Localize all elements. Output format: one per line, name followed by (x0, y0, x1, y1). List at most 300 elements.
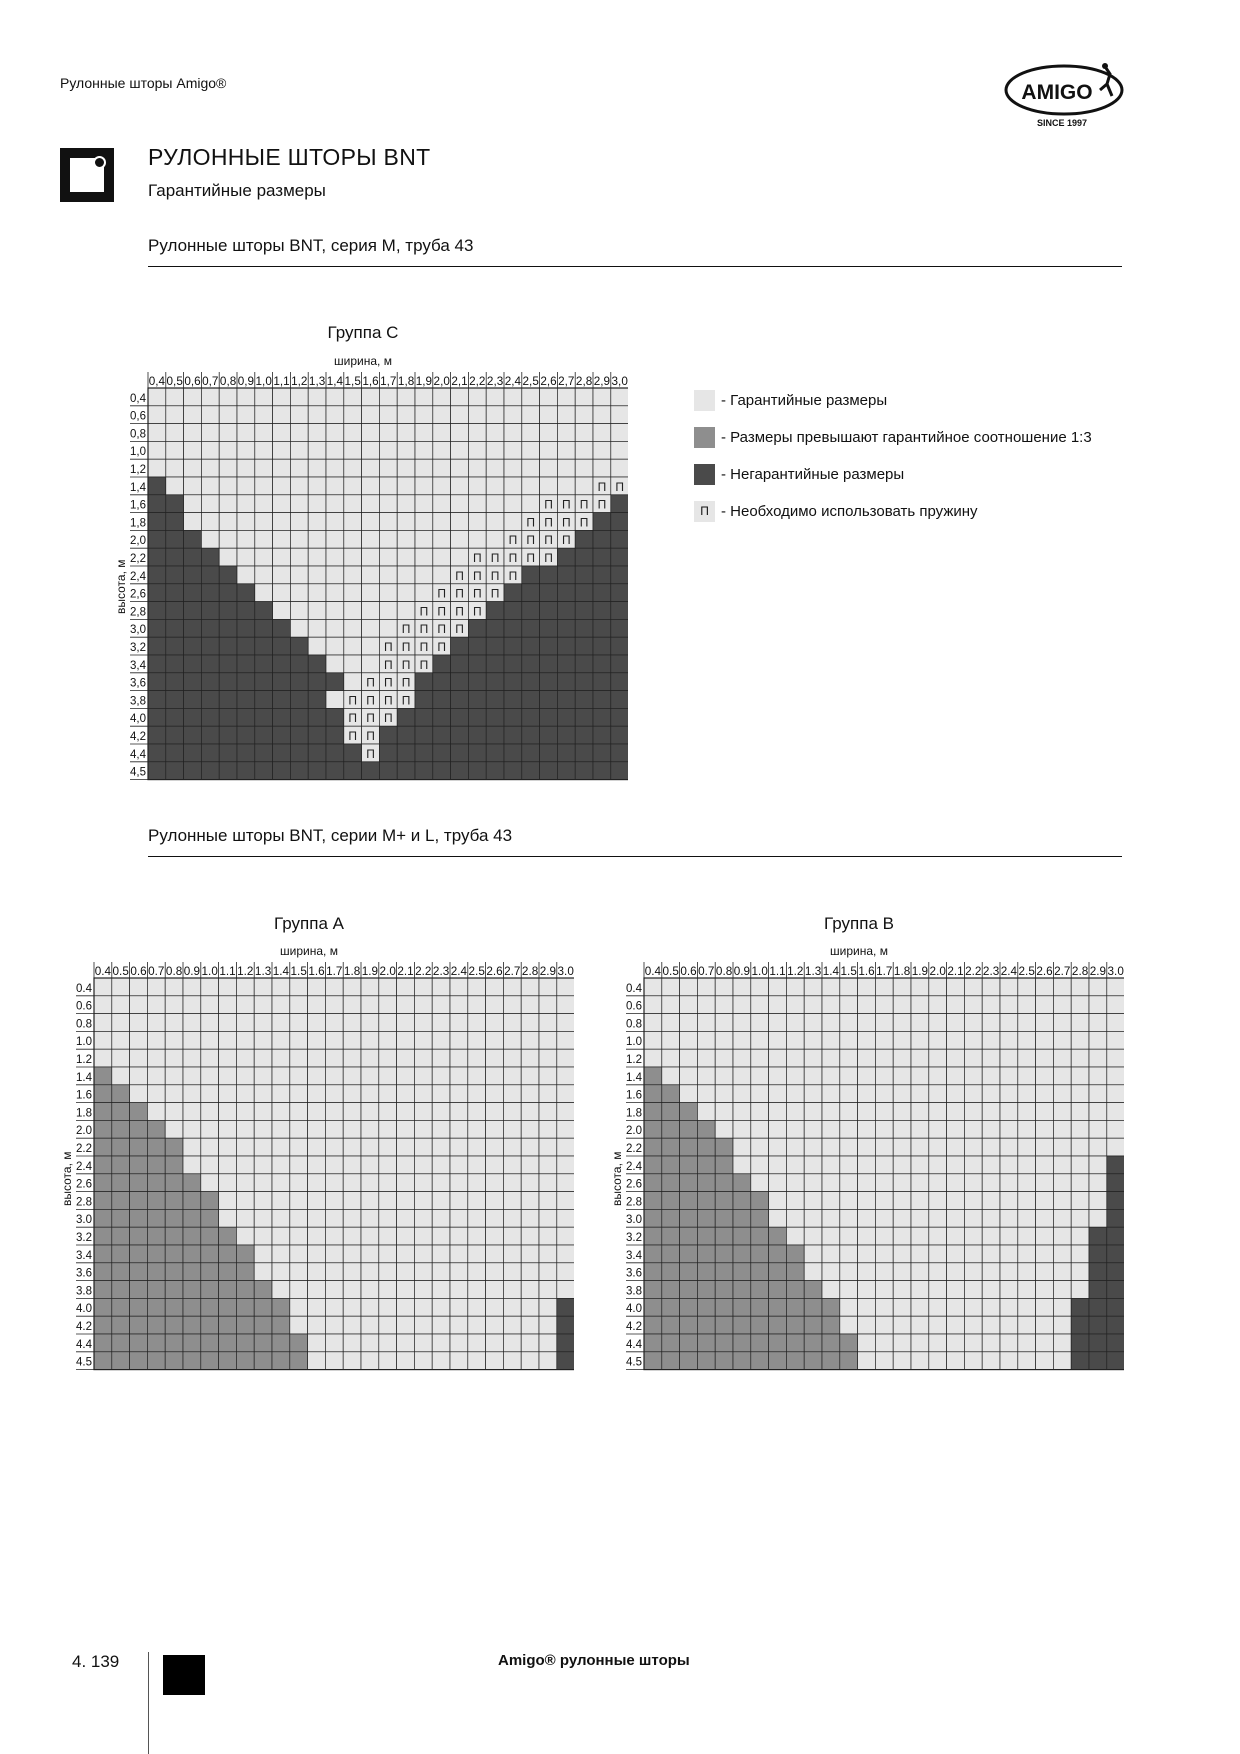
group-a-cell (486, 1031, 504, 1049)
group-c-cell (611, 708, 628, 726)
group-b-cell (893, 1298, 911, 1316)
group-b-cell (786, 1174, 804, 1192)
group-a-cell (468, 1067, 486, 1085)
group-b-cell (893, 1103, 911, 1121)
group-b-cell (1107, 1245, 1124, 1263)
group-c-cell (540, 388, 558, 406)
group-c-cell (255, 762, 273, 780)
group-b-cell (947, 1120, 965, 1138)
group-c-cell (184, 513, 202, 531)
group-b-cell (662, 1067, 680, 1085)
group-a-cell (557, 1245, 574, 1263)
group-c-cell (184, 708, 202, 726)
group-c-cell (273, 762, 291, 780)
group-c-cell (290, 762, 308, 780)
group-b-cell (1018, 1298, 1036, 1316)
group-b-cell (875, 1263, 893, 1281)
group-a-cell (147, 1281, 165, 1299)
group-a-cell (539, 1316, 557, 1334)
group-b-cell (697, 1352, 715, 1370)
group-a-cell (147, 1263, 165, 1281)
group-a-cell (165, 1334, 183, 1352)
group-b-cell (697, 1192, 715, 1210)
group-c-cell (273, 441, 291, 459)
group-c-cell (255, 691, 273, 709)
group-a-cell (521, 1352, 539, 1370)
group-b-cell (964, 1192, 982, 1210)
group-a-cell (236, 1014, 254, 1032)
group-a-cell (165, 1014, 183, 1032)
group-a-cell (272, 1103, 290, 1121)
group-b-cell (929, 1192, 947, 1210)
group-c-cell (273, 584, 291, 602)
group-c-cell (468, 673, 486, 691)
group-b-cell (911, 1298, 929, 1316)
group-c-cell (344, 441, 362, 459)
group-c-cell (326, 637, 344, 655)
group-c-spring-mark: П (472, 551, 482, 565)
group-c-cell (486, 459, 504, 477)
group-b-cell (733, 996, 751, 1014)
group-c-cell (201, 655, 219, 673)
group-b-cell (964, 1085, 982, 1103)
group-c-ytick: 4,5 (130, 766, 146, 779)
group-b-cell (858, 1352, 876, 1370)
group-c-cell (451, 513, 469, 531)
group-b-cell (697, 1031, 715, 1049)
group-c-cell (362, 459, 380, 477)
group-b-cell (1071, 1067, 1089, 1085)
group-c-cell (451, 691, 469, 709)
group-c-cell (522, 691, 540, 709)
group-c-cell (184, 459, 202, 477)
group-a-cell (183, 1120, 201, 1138)
group-b-cell (929, 1209, 947, 1227)
group-a-cell (468, 1298, 486, 1316)
group-a-cell (183, 1227, 201, 1245)
group-c-cell (397, 388, 415, 406)
group-c-cell (468, 726, 486, 744)
group-b-cell (929, 1138, 947, 1156)
group-c-cell (557, 744, 575, 762)
group-b-cell (697, 1120, 715, 1138)
group-b-cell (964, 1103, 982, 1121)
group-a-cell (183, 1263, 201, 1281)
group-b-cell (964, 1049, 982, 1067)
group-c-spring-mark: П (597, 497, 607, 512)
group-b-cell (875, 1138, 893, 1156)
group-b-cell (751, 1031, 769, 1049)
group-a-cell (308, 1316, 326, 1334)
group-c-cell (290, 495, 308, 513)
group-c-cell (540, 655, 558, 673)
group-c-cell (255, 406, 273, 424)
group-a-cell (183, 1014, 201, 1032)
group-b-cell (893, 1209, 911, 1227)
group-b-cell (769, 1209, 787, 1227)
group-a-cell (290, 1245, 308, 1263)
group-c-cell (451, 388, 469, 406)
group-b-cell (929, 1103, 947, 1121)
group-b-cell (697, 1209, 715, 1227)
group-a-cell (201, 1352, 219, 1370)
group-c-cell (166, 513, 184, 531)
group-b-cell (1053, 1316, 1071, 1334)
group-c-cell (237, 726, 255, 744)
group-c-cell (593, 566, 611, 584)
group-a-cell (503, 1138, 521, 1156)
group-c-cell (148, 655, 166, 673)
group-b-cell (1000, 1156, 1018, 1174)
group-b-cell (911, 1227, 929, 1245)
group-c-cell (326, 708, 344, 726)
group-a-cell (414, 1014, 432, 1032)
group-a-cell (414, 1138, 432, 1156)
group-c-cell (237, 584, 255, 602)
group-b-cell (662, 1031, 680, 1049)
group-b-cell (804, 1067, 822, 1085)
group-c-spring-mark: П (366, 693, 375, 708)
group-a-cell (343, 1263, 361, 1281)
group-c-cell (593, 762, 611, 780)
group-a-cell (325, 996, 343, 1014)
group-b-cell (769, 1067, 787, 1085)
group-a-cell (183, 1281, 201, 1299)
group-b-cell (644, 1298, 662, 1316)
group-c-cell (415, 584, 433, 602)
group-c-cell (557, 673, 575, 691)
group-c-cell (611, 406, 628, 424)
group-b-cell (1000, 996, 1018, 1014)
group-b-cell (751, 1316, 769, 1334)
group-a-cell (343, 1138, 361, 1156)
group-b-cell (947, 1067, 965, 1085)
group-c-cell (540, 406, 558, 424)
group-b-xtick: 2.4 (1000, 966, 1018, 978)
group-b-xtick: 1.6 (858, 966, 875, 978)
group-a-cell (432, 1245, 450, 1263)
group-c-xtick: 2,1 (451, 376, 468, 388)
group-b-cell (662, 1298, 680, 1316)
group-c-cell (184, 691, 202, 709)
group-b-cell (911, 1085, 929, 1103)
group-a-cell (361, 1245, 379, 1263)
group-b-xtick: 1.8 (893, 966, 911, 978)
group-c-cell (451, 762, 469, 780)
group-a-cell (254, 1120, 272, 1138)
group-c-cell (273, 495, 291, 513)
group-a-cell (219, 1281, 237, 1299)
group-b-cell (822, 1085, 840, 1103)
group-a-cell (343, 1031, 361, 1049)
group-c-xtick: 2,9 (593, 376, 611, 388)
group-a-cell (254, 1138, 272, 1156)
group-b-cell (769, 1049, 787, 1067)
group-a-cell (397, 996, 415, 1014)
group-a-ytick: 2.8 (76, 1196, 92, 1209)
group-a-cell (557, 1138, 574, 1156)
group-b-cell (911, 1138, 929, 1156)
group-b-cell (964, 1120, 982, 1138)
group-c-cell (575, 584, 593, 602)
group-b-cell (697, 1067, 715, 1085)
group-a-cell (236, 978, 254, 996)
group-c-cell (397, 584, 415, 602)
group-c-cell (148, 441, 166, 459)
group-a-cell (450, 1227, 468, 1245)
group-b-cell (893, 1245, 911, 1263)
group-a-cell (130, 1245, 148, 1263)
group-a-cell (325, 1227, 343, 1245)
group-a-cell (343, 1352, 361, 1370)
group-b-xtick: 1.1 (769, 966, 786, 978)
group-b-cell (858, 978, 876, 996)
group-a-cell (112, 1281, 130, 1299)
group-c-ytick: 2,0 (130, 535, 146, 548)
group-a-cell (272, 1245, 290, 1263)
group-b-cell (769, 1174, 787, 1192)
group-b-cell (804, 1174, 822, 1192)
group-c-cell (415, 530, 433, 548)
group-b-xtick: 2.8 (1071, 966, 1089, 978)
group-c-cell (593, 673, 611, 691)
group-a-cell (521, 1334, 539, 1352)
group-c-cell (148, 584, 166, 602)
group-c-spring-mark: П (544, 533, 553, 548)
group-a-cell (521, 978, 539, 996)
group-a-cell (486, 1192, 504, 1210)
group-c-cell (468, 495, 486, 513)
group-b-cell (893, 996, 911, 1014)
group-b-cell (715, 1298, 733, 1316)
group-c-cell (379, 513, 397, 531)
group-b-cell (840, 1067, 858, 1085)
group-b-cell (822, 1209, 840, 1227)
group-b-cell (1000, 1245, 1018, 1263)
group-b-cell (893, 1352, 911, 1370)
group-b-cell (715, 1263, 733, 1281)
group-a-cell (343, 1316, 361, 1334)
group-b-ytick: 3.0 (626, 1214, 642, 1227)
footer-divider (148, 1652, 149, 1754)
group-c-cell (486, 726, 504, 744)
group-c-cell (344, 602, 362, 620)
group-b-cell (840, 1085, 858, 1103)
group-a-cell (112, 996, 130, 1014)
group-a-cell (539, 1120, 557, 1138)
group-c-cell (451, 495, 469, 513)
group-a-cell (521, 1227, 539, 1245)
group-a-cell (379, 1174, 397, 1192)
group-c-cell (593, 406, 611, 424)
group-c-cell (397, 441, 415, 459)
group-a-cell (557, 1298, 574, 1316)
group-c-cell (486, 477, 504, 495)
group-c-cell (290, 584, 308, 602)
group-b-cell (1089, 1014, 1107, 1032)
group-c-cell (184, 530, 202, 548)
group-b-cell (911, 1334, 929, 1352)
group-a-xtick: 1.3 (254, 966, 272, 978)
group-c-cell (468, 619, 486, 637)
section-rule-m (148, 266, 1122, 267)
group-b-cell (964, 1281, 982, 1299)
group-a-cell (468, 1281, 486, 1299)
group-c-cell (557, 637, 575, 655)
group-a-cell (361, 1192, 379, 1210)
group-c-cell (504, 441, 522, 459)
group-a-cell (94, 1316, 112, 1334)
group-b-xtick: 0.8 (715, 966, 733, 978)
group-a-cell (468, 1138, 486, 1156)
group-a-cell (290, 1334, 308, 1352)
group-a-cell (361, 1138, 379, 1156)
group-a-cell (325, 1156, 343, 1174)
group-b-cell (644, 1120, 662, 1138)
group-b-ytick: 2.4 (626, 1160, 642, 1173)
group-b-cell (644, 1245, 662, 1263)
group-c-cell (290, 566, 308, 584)
group-c-cell (255, 584, 273, 602)
group-b-cell (893, 1316, 911, 1334)
group-a-cell (361, 1227, 379, 1245)
group-a-xtick: 2.6 (486, 966, 503, 978)
group-b-cell (1036, 1174, 1054, 1192)
legend-swatch-ratio (694, 427, 715, 448)
group-a-xtick: 1.6 (308, 966, 325, 978)
group-c-cell (237, 495, 255, 513)
group-c-cell (486, 655, 504, 673)
group-c-cell (522, 708, 540, 726)
group-b-cell (1018, 1316, 1036, 1334)
group-a-cell (432, 1192, 450, 1210)
group-a-ytick: 0.4 (76, 982, 92, 995)
group-c-cell (557, 584, 575, 602)
group-c-spring-mark: П (437, 604, 447, 619)
group-a-ytick: 1.0 (76, 1036, 92, 1049)
group-c-cell (362, 566, 380, 584)
group-b-cell (680, 1334, 698, 1352)
group-a-cell (183, 1156, 201, 1174)
group-c-xtick: 2,8 (575, 376, 593, 388)
group-b-cell (662, 978, 680, 996)
group-c-cell (326, 441, 344, 459)
group-c-cell (540, 566, 558, 584)
group-a-cell (112, 1227, 130, 1245)
group-c-cell (504, 762, 522, 780)
group-a-cell (201, 1281, 219, 1299)
group-c-cell (290, 744, 308, 762)
group-c-cell (593, 708, 611, 726)
group-b-cell (662, 1352, 680, 1370)
group-c-cell (557, 406, 575, 424)
group-b-cell (1053, 1334, 1071, 1352)
group-b-cell (804, 1334, 822, 1352)
group-a-cell (147, 1067, 165, 1085)
group-b-cell (1036, 1049, 1054, 1067)
group-a-cell (325, 1281, 343, 1299)
group-c-cell (326, 459, 344, 477)
group-a-cell (290, 1227, 308, 1245)
group-c-cell (504, 584, 522, 602)
group-c-cell (166, 691, 184, 709)
group-a-cell (130, 1263, 148, 1281)
group-c-cell (201, 548, 219, 566)
group-b-cell (1071, 1014, 1089, 1032)
group-b-cell (1000, 1103, 1018, 1121)
group-a-cell (130, 1156, 148, 1174)
group-b-cell (964, 1067, 982, 1085)
group-b-cell (697, 1245, 715, 1263)
group-a-cell (539, 1174, 557, 1192)
group-c-cell (468, 762, 486, 780)
group-a-ytick: 3.0 (76, 1214, 92, 1227)
group-b-cell (1018, 1334, 1036, 1352)
group-a-cell (272, 1138, 290, 1156)
group-b-cell (947, 1049, 965, 1067)
group-c-cell (379, 584, 397, 602)
group-a-cell (343, 1103, 361, 1121)
group-b-cell (858, 1334, 876, 1352)
group-a-cell (236, 1120, 254, 1138)
group-c-cell (362, 637, 380, 655)
group-a-cell (414, 1031, 432, 1049)
group-c-cell (504, 619, 522, 637)
group-c-cell (219, 441, 237, 459)
group-b-cell (822, 1352, 840, 1370)
group-b-cell (1036, 1156, 1054, 1174)
group-c-cell (201, 441, 219, 459)
group-a-cell (290, 1352, 308, 1370)
group-a-ytick: 0.8 (76, 1018, 92, 1031)
group-a-cell (165, 1245, 183, 1263)
group-a-cell (539, 1263, 557, 1281)
group-c-cell (290, 726, 308, 744)
group-b-cell (1071, 1298, 1089, 1316)
group-c-cell (344, 495, 362, 513)
group-c-ytick: 0,6 (130, 410, 146, 423)
group-a-cell (414, 1281, 432, 1299)
group-b-cell (929, 996, 947, 1014)
group-a-cell (557, 1227, 574, 1245)
legend-swatch-spring: П (694, 501, 715, 522)
group-b-cell (1053, 1067, 1071, 1085)
group-c-cell (308, 637, 326, 655)
group-a-cell (361, 1209, 379, 1227)
group-c-cell (504, 637, 522, 655)
group-b-cell (697, 978, 715, 996)
group-b-cell (1000, 978, 1018, 996)
group-b-cell (822, 1281, 840, 1299)
group-b-cell (875, 1209, 893, 1227)
group-a-cell (219, 1138, 237, 1156)
group-c-cell (201, 388, 219, 406)
group-a-cell (432, 1014, 450, 1032)
group-b-cell (1036, 1067, 1054, 1085)
group-a-cell (236, 1031, 254, 1049)
group-c-cell (362, 424, 380, 442)
group-b-cell (680, 1245, 698, 1263)
group-b-cell (733, 1085, 751, 1103)
group-b-cell (1000, 1067, 1018, 1085)
group-a-cell (557, 1334, 574, 1352)
group-c-cell (468, 691, 486, 709)
group-b-cell (733, 1334, 751, 1352)
group-c-cell (273, 655, 291, 673)
footer-page-number: 4. 139 (72, 1652, 120, 1671)
group-c-cell (379, 548, 397, 566)
group-c-cell (148, 424, 166, 442)
